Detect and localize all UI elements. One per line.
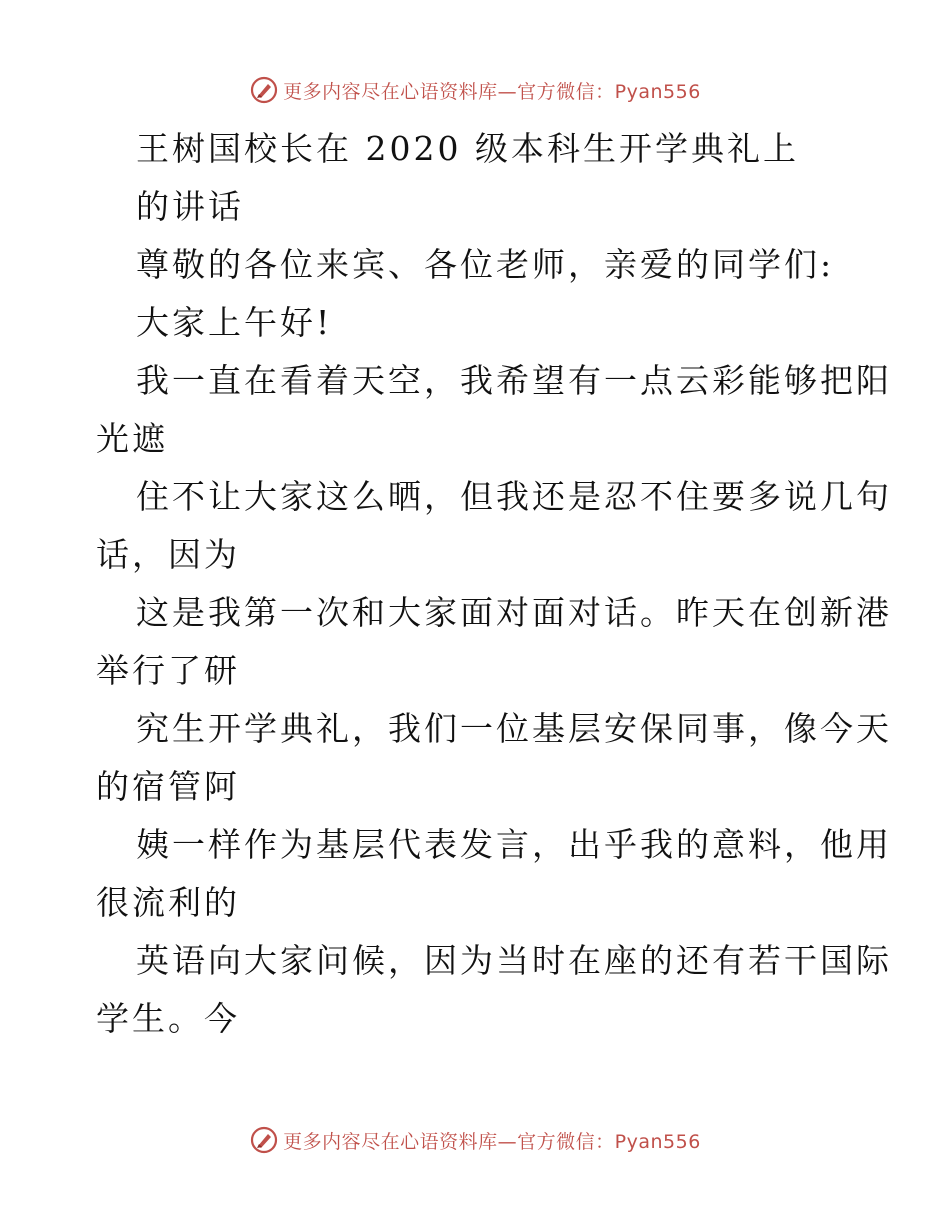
paragraph-line: 我一直在看着天空，我希望有一点云彩能够把阳 <box>136 361 892 400</box>
paragraph-line: 光遮 <box>96 419 168 458</box>
footer-banner <box>0 1122 950 1158</box>
paragraph-line: 尊敬的各位来宾、各位老师，亲爱的同学们: <box>136 245 835 284</box>
paragraph-line: 的讲话 <box>136 187 244 226</box>
pen-nib-logo-icon <box>249 75 279 105</box>
header-banner-text: 更多内容尽在心语资料库—官方微信：Pyan556 <box>283 80 701 103</box>
paragraph-line: 大家上午好! <box>136 303 333 342</box>
paragraph-line: 究生开学典礼，我们一位基层安保同事，像今天 <box>136 709 892 748</box>
document-body <box>96 120 892 1048</box>
paragraph-line: 住不让大家这么晒，但我还是忍不住要多说几句 <box>136 477 892 516</box>
paragraph-line: 很流利的 <box>96 883 240 922</box>
pen-nib-logo-icon <box>249 1125 279 1155</box>
paragraph-line: 学生。今 <box>96 999 240 1038</box>
paragraph-line: 姨一样作为基层代表发言，出乎我的意料，他用 <box>136 825 892 864</box>
footer-banner-text: 更多内容尽在心语资料库—官方微信：Pyan556 <box>283 1130 701 1153</box>
paragraph-line: 举行了研 <box>96 651 240 690</box>
paragraph-line: 的宿管阿 <box>96 767 240 806</box>
paragraph-line: 王树国校长在 2020 级本科生开学典礼上 <box>136 129 799 168</box>
paragraph-line: 话，因为 <box>96 535 240 574</box>
paragraph-line: 这是我第一次和大家面对面对话。昨天在创新港 <box>136 593 892 632</box>
paragraph-line: 英语向大家问候，因为当时在座的还有若干国际 <box>136 941 892 980</box>
header-banner <box>0 72 950 108</box>
